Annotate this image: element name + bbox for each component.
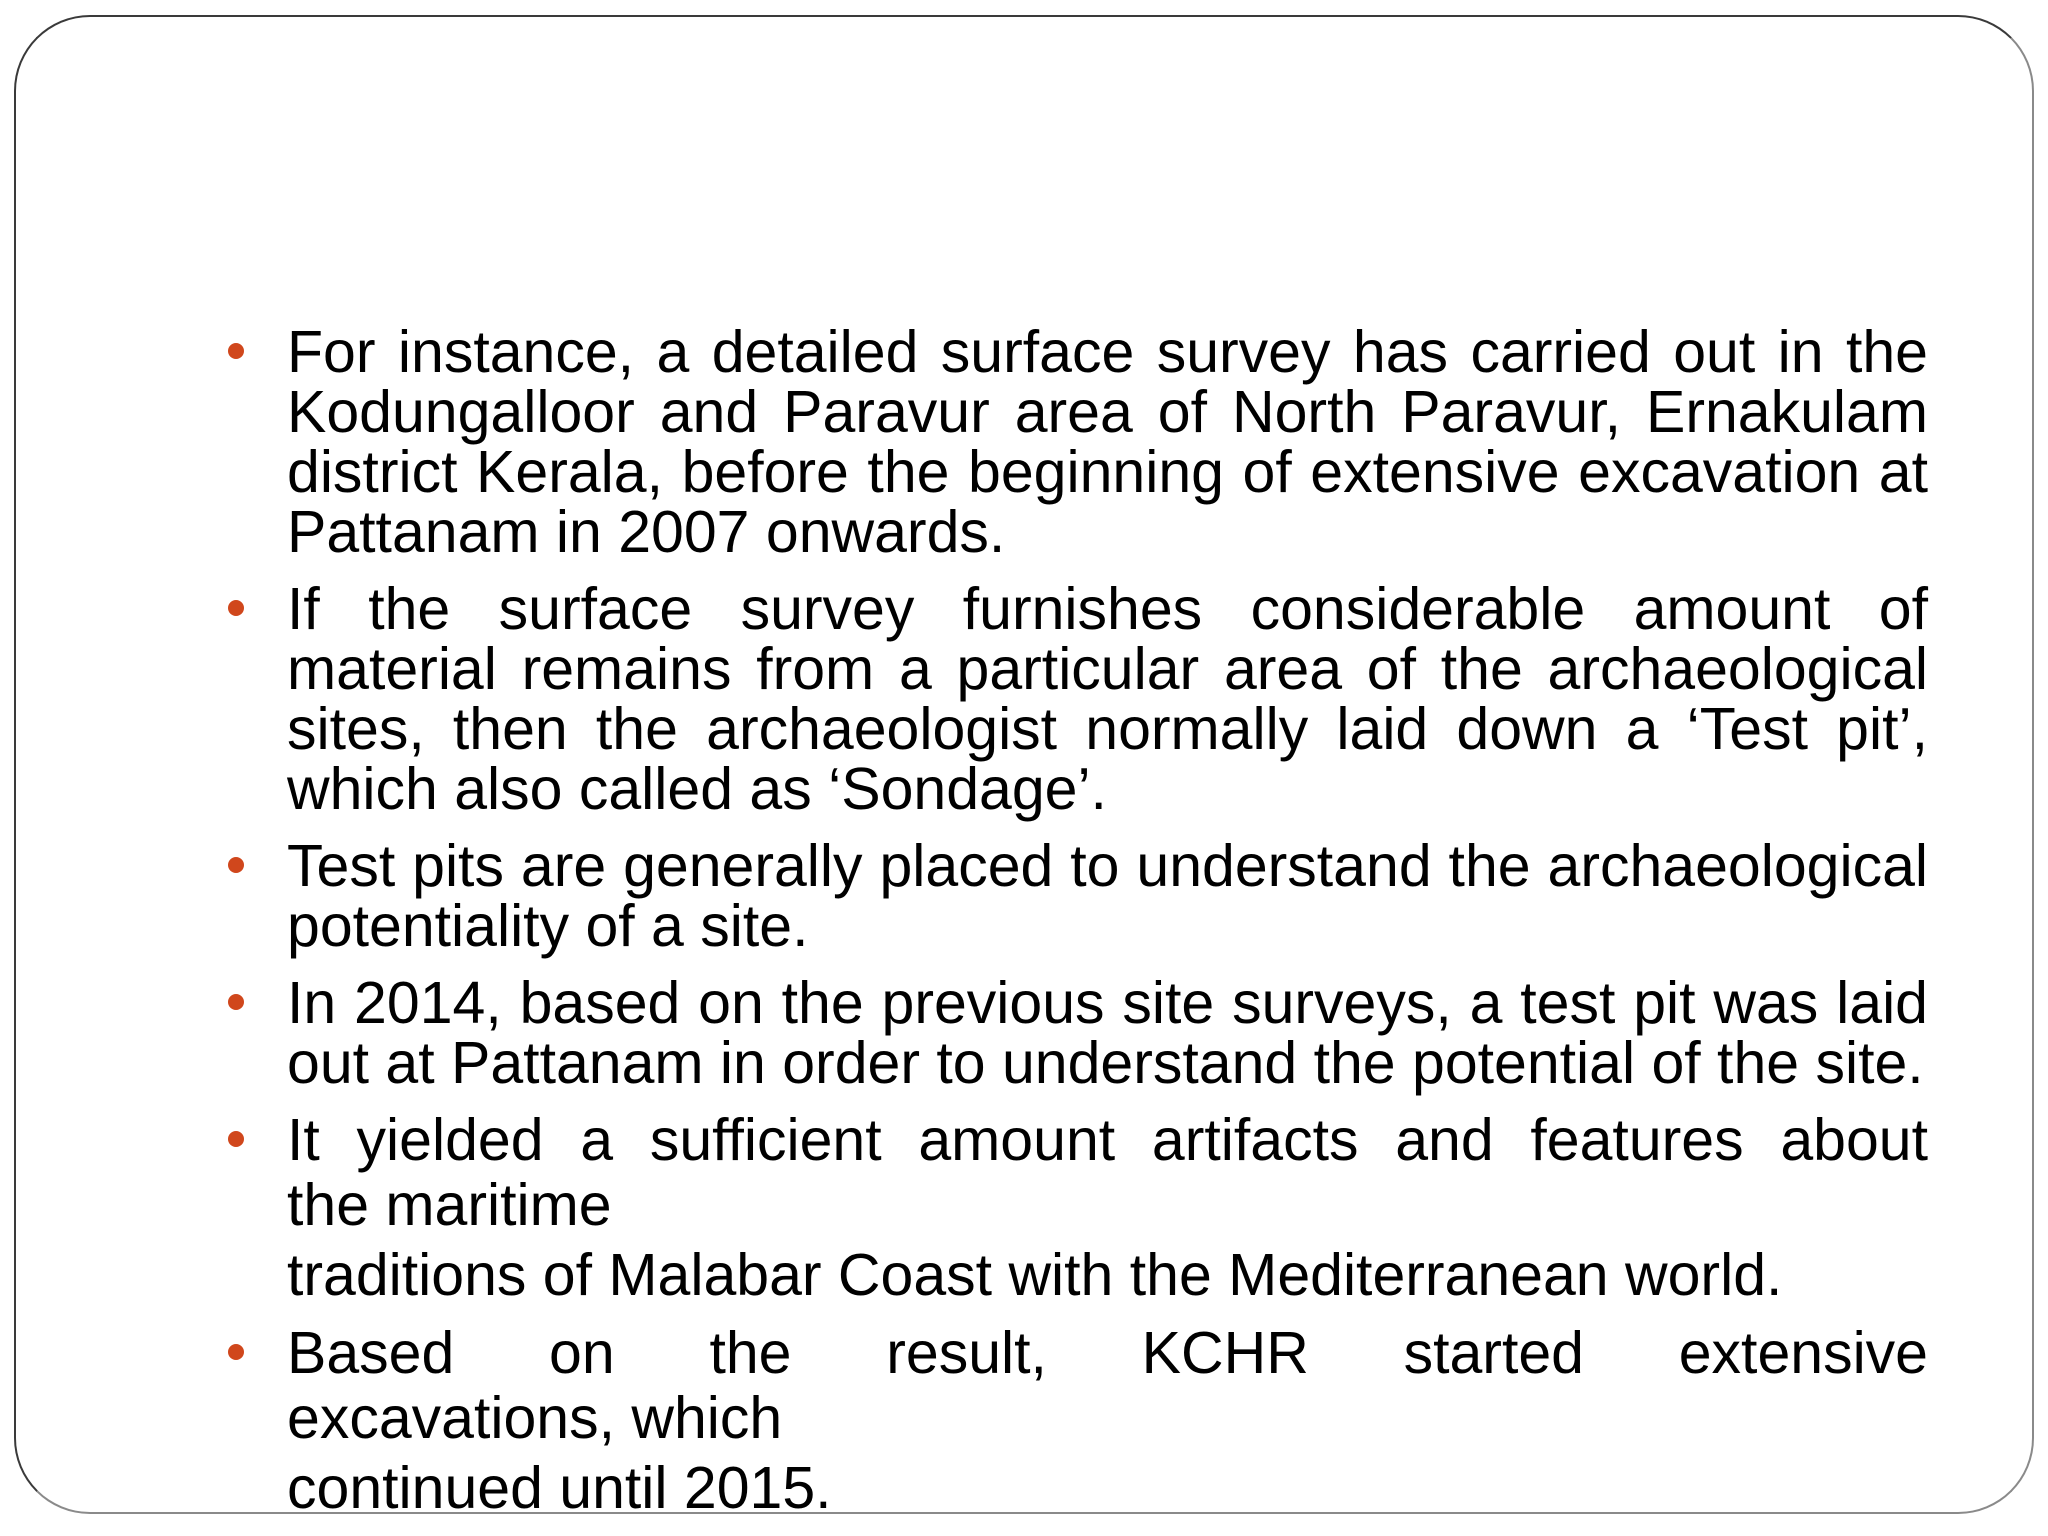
bullet-item	[228, 1320, 1928, 1523]
bullet-list	[228, 319, 1928, 1523]
bullet-text-line: Based on the result, KCHR started extensive	[287, 1320, 1928, 1386]
bullet-text-line: continued until 2015.	[287, 1455, 832, 1521]
bullet-text: If the surface survey furnishes considerable amount of material remains from a particular area of the archaeological sites, then the archaeologist normally laid down a ‘Test pit’, which also called as ‘Sondage’.	[287, 576, 1928, 822]
bullet-item	[228, 1107, 1928, 1310]
bullet-text-line: It yielded a sufficient amount artifacts and features about	[287, 1107, 1928, 1173]
bullet-dot-icon	[228, 1131, 244, 1147]
bullet-dot-icon	[228, 600, 244, 616]
bullet-item	[228, 970, 1928, 1096]
bullet-item	[228, 319, 1928, 565]
bullet-text: In 2014, based on the previous site surveys, a test pit was laid out at Pattanam in order to understand the potential of the site.	[287, 970, 1928, 1096]
bullet-dot-icon	[228, 857, 244, 873]
bullet-text: Test pits are generally placed to understand the archaeological potentiality of a site.	[287, 833, 1928, 959]
bullet-dot-icon	[228, 1344, 244, 1360]
bullet-item	[228, 576, 1928, 822]
bullet-text-line: the maritime	[287, 1172, 612, 1238]
bullet-text-line: excavations, which	[287, 1385, 783, 1451]
bullet-text-line: traditions of Malabar Coast with the Mediterranean world.	[287, 1242, 1783, 1308]
bullet-dot-icon	[228, 994, 244, 1010]
bullet-item	[228, 833, 1928, 959]
bullet-dot-icon	[228, 343, 244, 359]
bullet-text: For instance, a detailed surface survey has carried out in the Kodungalloor and Paravur area of North Paravur, Ernakulam district Kerala, before the beginning of extensive excavation at Pattanam in 2007 onwards.	[287, 319, 1928, 565]
